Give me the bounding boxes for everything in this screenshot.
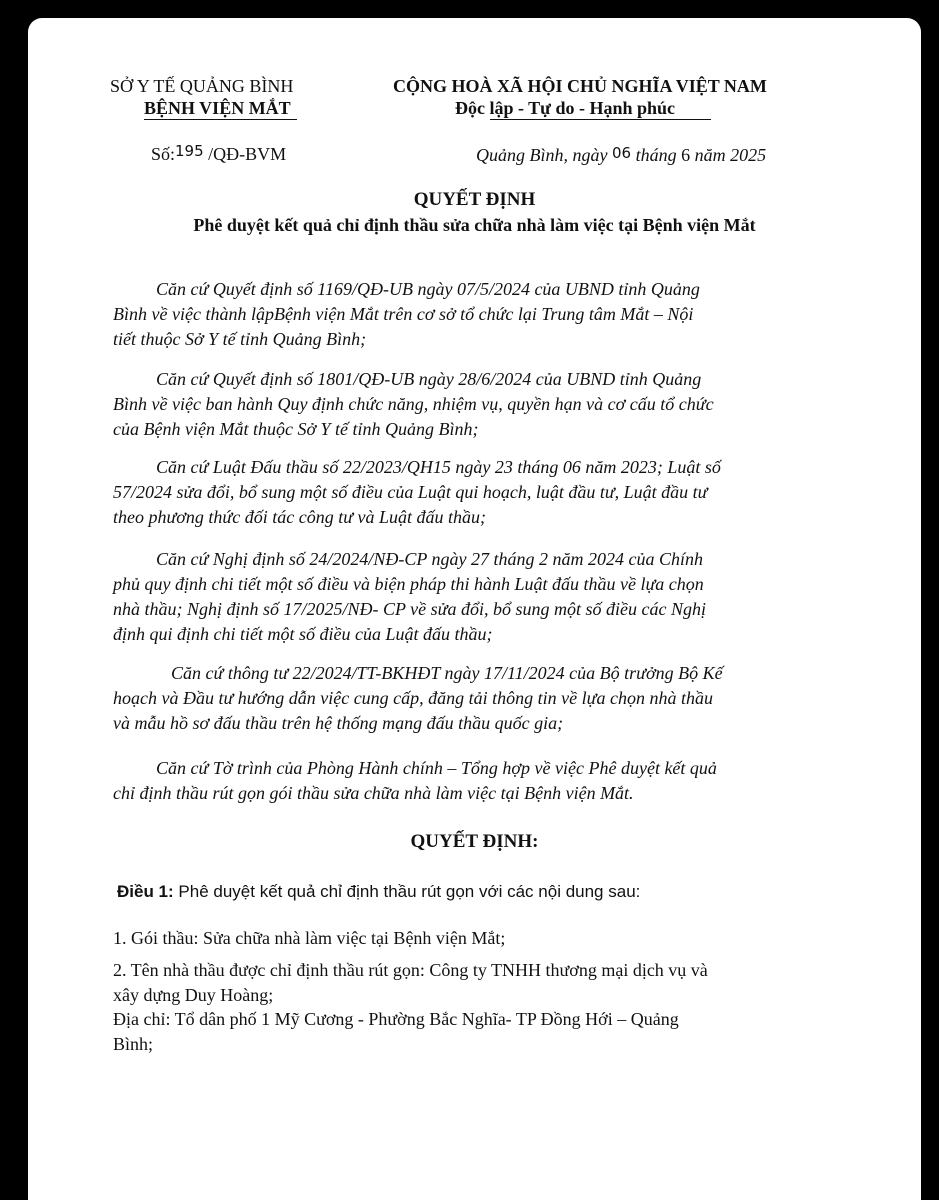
- basis-paragraph-5: Căn cứ thông tư 22/2024/TT-BKHĐT ngày 17/11/2024 của Bộ trưởng Bộ Kế hoạch và Đầu tư hướng dẫn việc cung cấp, đăng tải thông tin về lựa chọn nhà thầu và mẫu hồ sơ đấu thầu trên hệ thống mạng đấu thầu quốc gia;: [113, 663, 723, 733]
- motto-underline: [490, 119, 711, 120]
- day-handwritten: 06: [611, 144, 632, 162]
- basis-paragraph-3: Căn cứ Luật Đấu thầu số 22/2023/QH15 ngày 23 tháng 06 năm 2023; Luật số 57/2024 sửa đổi, bổ sung một số điều của Luật qui hoạch, luật đầu tư, Luật đầu tư theo phương thức đối tác công tư và Luật đấu thầu;: [113, 457, 721, 527]
- address: Địa chỉ: Tổ dân phố 1 Mỹ Cương - Phường Bắc Nghĩa- TP Đồng Hới – Quảng Bình;: [113, 1009, 679, 1054]
- hospital-underline: [144, 119, 297, 120]
- document-title: QUYẾT ĐỊNH: [413, 189, 536, 210]
- item-1: 1. Gói thầu: Sửa chữa nhà làm việc tại Bệnh viện Mắt;: [113, 928, 506, 948]
- document-page: [28, 18, 921, 1200]
- motto: Độc lập - Tự do - Hạnh phúc: [455, 98, 676, 118]
- basis-paragraph-4: Căn cứ Nghị định số 24/2024/NĐ-CP ngày 27 tháng 2 năm 2024 của Chính phủ quy định chi tiết một số điều và biện pháp thi hành Luật đấu thầu về lựa chọn nhà thầu; Nghị định số 17/2025/NĐ- CP về sửa đổi, bổ sung một số điều các Nghị định qui định chi tiết một số điều của Luật đấu thầu;: [113, 549, 706, 644]
- agency-name: SỞ Y TẾ QUẢNG BÌNH: [110, 76, 294, 96]
- hospital-name: BỆNH VIỆN MẮT: [144, 98, 291, 118]
- basis-paragraph-6: Căn cứ Tờ trình của Phòng Hành chính – Tổng hợp về việc Phê duyệt kết quả chỉ định thầu rút gọn gói thầu sửa chữa nhà làm việc tại Bệnh viện Mắt.: [113, 758, 717, 803]
- basis-paragraph-2: Căn cứ Quyết định số 1801/QĐ-UB ngày 28/6/2024 của UBND tỉnh Quảng Bình về việc ban hành Quy định chức năng, nhiệm vụ, quyền hạn và cơ cấu tổ chức của Bệnh viện Mắt thuộc Sở Y tế tỉnh Quảng Bình;: [113, 369, 714, 439]
- number-handwritten: 195: [175, 142, 204, 160]
- decision-number: Số:$^{195}$ /QĐ-BVM: [151, 142, 287, 164]
- republic-title: CỘNG HOÀ XÃ HỘI CHỦ NGHĨA VIỆT NAM: [393, 76, 767, 96]
- item-2: 2. Tên nhà thầu được chỉ định thầu rút gọn: Công ty TNHH thương mại dịch vụ và xây dựng Duy Hoàng;: [113, 960, 708, 1005]
- article-1: Điều 1: Phê duyệt kết quả chỉ định thầu rút gọn với các nội dung sau:: [117, 882, 641, 901]
- basis-paragraph-1: Căn cứ Quyết định số 1169/QĐ-UB ngày 07/5/2024 của UBND tỉnh Quảng Bình về việc thành lậpBệnh viện Mắt trên cơ sở tổ chức lại Trung tâm Mắt – Nội tiết thuộc Sở Y tế tỉnh Quảng Bình;: [113, 279, 700, 349]
- document-subtitle: Phê duyệt kết quả chỉ định thầu sửa chữa nhà làm việc tại Bệnh viện Mắt: [193, 215, 756, 235]
- place-date: Quảng Bình, ngày 06 tháng 6 năm 2025: [476, 144, 767, 165]
- decision-heading: QUYẾT ĐỊNH:: [410, 831, 539, 852]
